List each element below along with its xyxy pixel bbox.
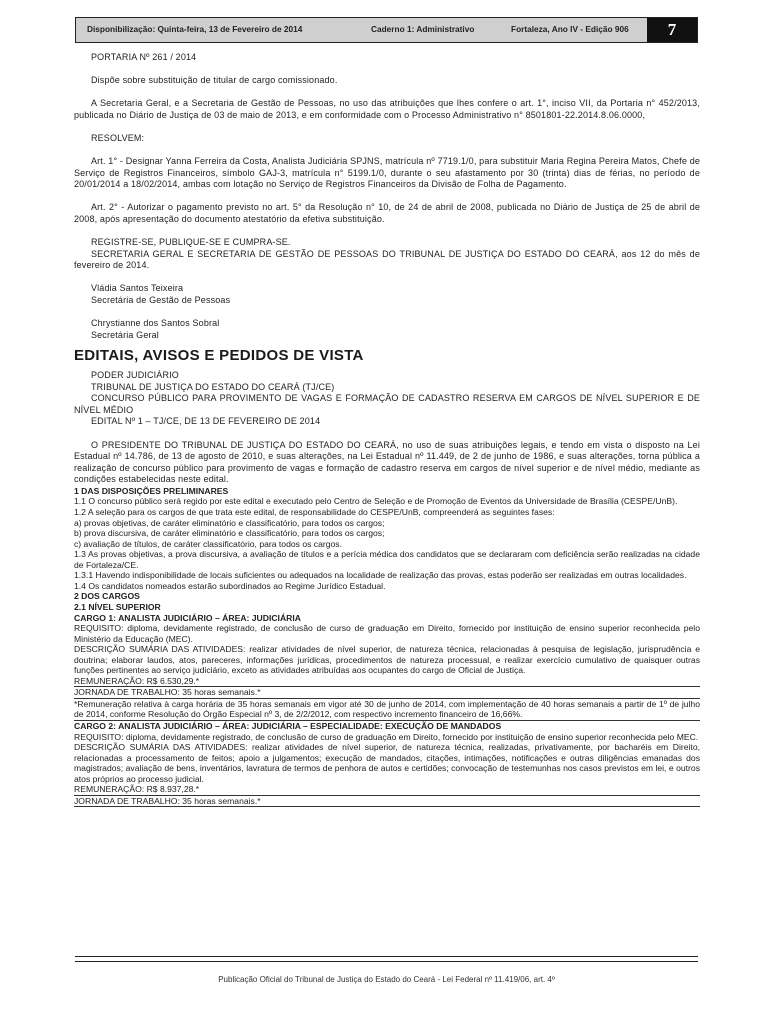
page-header	[75, 17, 698, 43]
header-caderno: Caderno 1: Administrativo	[371, 24, 475, 34]
header-date: Disponibilização: Quinta-feira, 13 de Fevereiro de 2014	[87, 24, 303, 34]
section-title: EDITAIS, AVISOS E PEDIDOS DE VISTA	[74, 347, 364, 365]
portaria-title: PORTARIA Nº 261 / 2014	[91, 52, 197, 62]
cargo-2-requisito: REQUISITO: diploma, devidamente registrado, de conclusão de curso de graduação em Direito, fornecido por instituição de ensino superior reconhecida pelo MEC.	[74, 731, 699, 742]
edital-header-1: PODER JUDICIÁRIO	[91, 370, 179, 381]
edital-s1-1: 1.1 O concurso público será regido por este edital e executado pelo Centro de Seleção e de Promoção de Eventos da Universidade de Brasília (CESPE/UnB).	[74, 496, 678, 507]
footer-rule-top	[75, 956, 698, 957]
signature-1-role: Secretária de Gestão de Pessoas	[91, 294, 231, 305]
page-number: 7	[647, 18, 697, 42]
edital-s1-2a: a) provas objetivas, de caráter eliminatório e classificatório, para todos os cargos;	[74, 517, 385, 528]
cargo-2-descricao: DESCRIÇÃO SUMÁRIA DAS ATIVIDADES: realizar atividades de nível superior, de natureza técnica, realizadas, privativamente, por bacharéis em Direito, relacionadas a processamento de feitos; apoio a julgamentos; execução de mandados, citações, intimações, notificações e outras diligências emanadas dos magistrados; avaliação de bens, inventários, lavratura de termos de penhora de autos e certidões; convocação de testemunhas nos casos previstos em lei, e outros atos próprios ao processo judicial.	[74, 742, 700, 784]
page-footer: Publicação Oficial do Tribunal de Justiça do Estado do Ceará - Lei Federal nº 11.419/06, art. 4º	[218, 975, 555, 984]
signature-1-name: Vládia Santos Teixeira	[91, 283, 184, 294]
portaria-art2: Art. 2° - Autorizar o pagamento previsto no art. 5° da Resolução n° 10, de 24 de abril de 2008, publicada no Diário de Justiça de 25 de abril de 2008, após apresentação do documento atestatório da efetiva substituição.	[74, 202, 700, 224]
portaria-ementa: Dispõe sobre substituição de titular de cargo comissionado.	[91, 75, 338, 86]
edital-s1: 1 DAS DISPOSIÇÕES PRELIMINARES	[74, 485, 229, 496]
edital-s1-2c: c) avaliação de títulos, de caráter classificatório, para todos os cargos.	[74, 538, 342, 549]
edital-s1-2b: b) prova discursiva, de caráter eliminatório e classificatório, para todos os cargos;	[74, 528, 385, 539]
page-content	[74, 52, 700, 807]
portaria-preambulo: A Secretaria Geral, e a Secretaria de Gestão de Pessoas, no uso das atribuições que lhes confere o art. 1°, inciso VII, da Portaria n° 452/2013, publicada no Diário de Justiça de 03 de maio de 2013, e em conformidade com o Processo Administrativo n° 8501801-22.2014.8.06.0000,	[74, 98, 700, 120]
signature-2-name: Chrystianne dos Santos Sobral	[91, 317, 220, 328]
edital-s1-2: 1.2 A seleção para os cargos de que trata este edital, de responsabilidade do CESPE/UnB, compreenderá as seguintes fases:	[74, 507, 555, 518]
cargo-2-title: CARGO 2: ANALISTA JUDICIÁRIO – ÁREA: JUDICIÁRIA – ESPECIALIDADE: EXECUÇÃO DE MANDADOS	[74, 720, 502, 731]
cargo-1-title: CARGO 1: ANALISTA JUDICIÁRIO – ÁREA: JUDICIÁRIA	[74, 612, 301, 623]
edital-s1-3: 1.3 As provas objetivas, a prova discursiva, a avaliação de títulos e a perícia médica dos candidatos que se declararam com deficiência serão realizadas na cidade de Fortaleza/CE.	[74, 549, 700, 570]
cargo-1-nota: *Remuneração relativa à carga horária de 35 horas semanais em vigor até 30 de junho de 2014, com implementação de 40 horas semanais a partir de 1º de julho de 2014, conforme Resolução do Órgão Especial nº 3, de 2/2/2012, com respectivo incremento financeiro de 16,66%.	[74, 698, 700, 720]
cargo-2-jornada: JORNADA DE TRABALHO: 35 horas semanais.*	[74, 796, 700, 808]
edital-s2: 2 DOS CARGOS	[74, 591, 140, 602]
signature-2-role: Secretária Geral	[91, 329, 159, 340]
edital-s1-3-1: 1.3.1 Havendo indisponibilidade de locais suficientes ou adequados na localidade de realização das provas, estas poderão ser realizadas em outras localidades.	[74, 570, 687, 581]
cargo-1-jornada: JORNADA DE TRABALHO: 35 horas semanais.*	[74, 687, 700, 699]
edital-header-4: EDITAL Nº 1 – TJ/CE, DE 13 DE FEVEREIRO DE 2014	[91, 416, 321, 427]
portaria-registre: REGISTRE-SE, PUBLIQUE-SE E CUMPRA-SE.	[91, 236, 291, 247]
portaria-secretaria: SECRETARIA GERAL E SECRETARIA DE GESTÃO DE PESSOAS DO TRIBUNAL DE JUSTIÇA DO ESTADO DO CEARÁ, aos 12 do mês de fevereiro de 2014.	[74, 248, 700, 271]
portaria-resolvem: RESOLVEM:	[91, 132, 145, 143]
portaria-art1: Art. 1° - Designar Yanna Ferreira da Costa, Analista Judiciária SPJNS, matrícula nº 7719.1/0, para substituir Maria Regina Pereira Matos, Chefe de Serviço de Registros Financeiros, símbolo GAJ-3, matrícula n° 5199.1/0, durante o seu afastamento por 30 (trinta) dias de férias, no período de 20/01/2014 a 18/02/2014, ambas com lotação no Serviço de Registros Financeiros da Divisão de Folha de Pagamento.	[74, 155, 700, 190]
footer-rule-bottom	[75, 961, 698, 962]
edital-intro: O PRESIDENTE DO TRIBUNAL DE JUSTIÇA DO ESTADO DO CEARÁ, no uso de suas atribuições legais, e tendo em vista o disposto na Lei Estadual nº 14.786, de 13 de agosto de 2010, e suas alterações, na Lei Estadual nº 11.449, de 2 de junho de 1986, e suas alterações, torna pública a realização de concurso público para provimento de vagas e formação de cadastro reserva em cargos de nível superior e de nível médio, mediante as condições estabelecidas neste edital.	[74, 439, 700, 485]
edital-header-3: CONCURSO PÚBLICO PARA PROVIMENTO DE VAGAS E FORMAÇÃO DE CADASTRO RESERVA EM CARGOS DE NÍVEL SUPERIOR E DE NÍVEL MÉDIO	[74, 393, 700, 415]
cargo-1-descricao: DESCRIÇÃO SUMÁRIA DAS ATIVIDADES: realizar atividades de nível superior, de natureza técnica, relacionadas à pesquisa de legislação, jurisprudência e doutrina; elaborar laudos, atos, pareceres, informações jurídicas, procedimentos de natureza processual, e realizar exercício cumulativo de quaisquer outras funções pertinentes ao serviço judiciário, exceto as atividades atribuídas aos ocupantes do cargo de Oficial de Justiça.	[74, 644, 700, 676]
cargo-1-remuneracao: REMUNERAÇÃO: R$ 6.530,29.*	[74, 676, 700, 688]
cargo-2-remuneracao: REMUNERAÇÃO: R$ 8.937,28.*	[74, 784, 700, 796]
edital-s2-1: 2.1 NÍVEL SUPERIOR	[74, 601, 161, 612]
edital-s1-4: 1.4 Os candidatos nomeados estarão subordinados ao Regime Jurídico Estadual.	[74, 580, 386, 591]
header-edicao: Fortaleza, Ano IV - Edição 906	[511, 24, 629, 34]
edital-header-2: TRIBUNAL DE JUSTIÇA DO ESTADO DO CEARÁ (TJ/CE)	[91, 381, 335, 392]
cargo-1-requisito: REQUISITO: diploma, devidamente registrado, de conclusão de curso de graduação em Direito, fornecido por instituição de ensino superior reconhecida pelo Ministério da Educação (MEC).	[74, 623, 700, 644]
